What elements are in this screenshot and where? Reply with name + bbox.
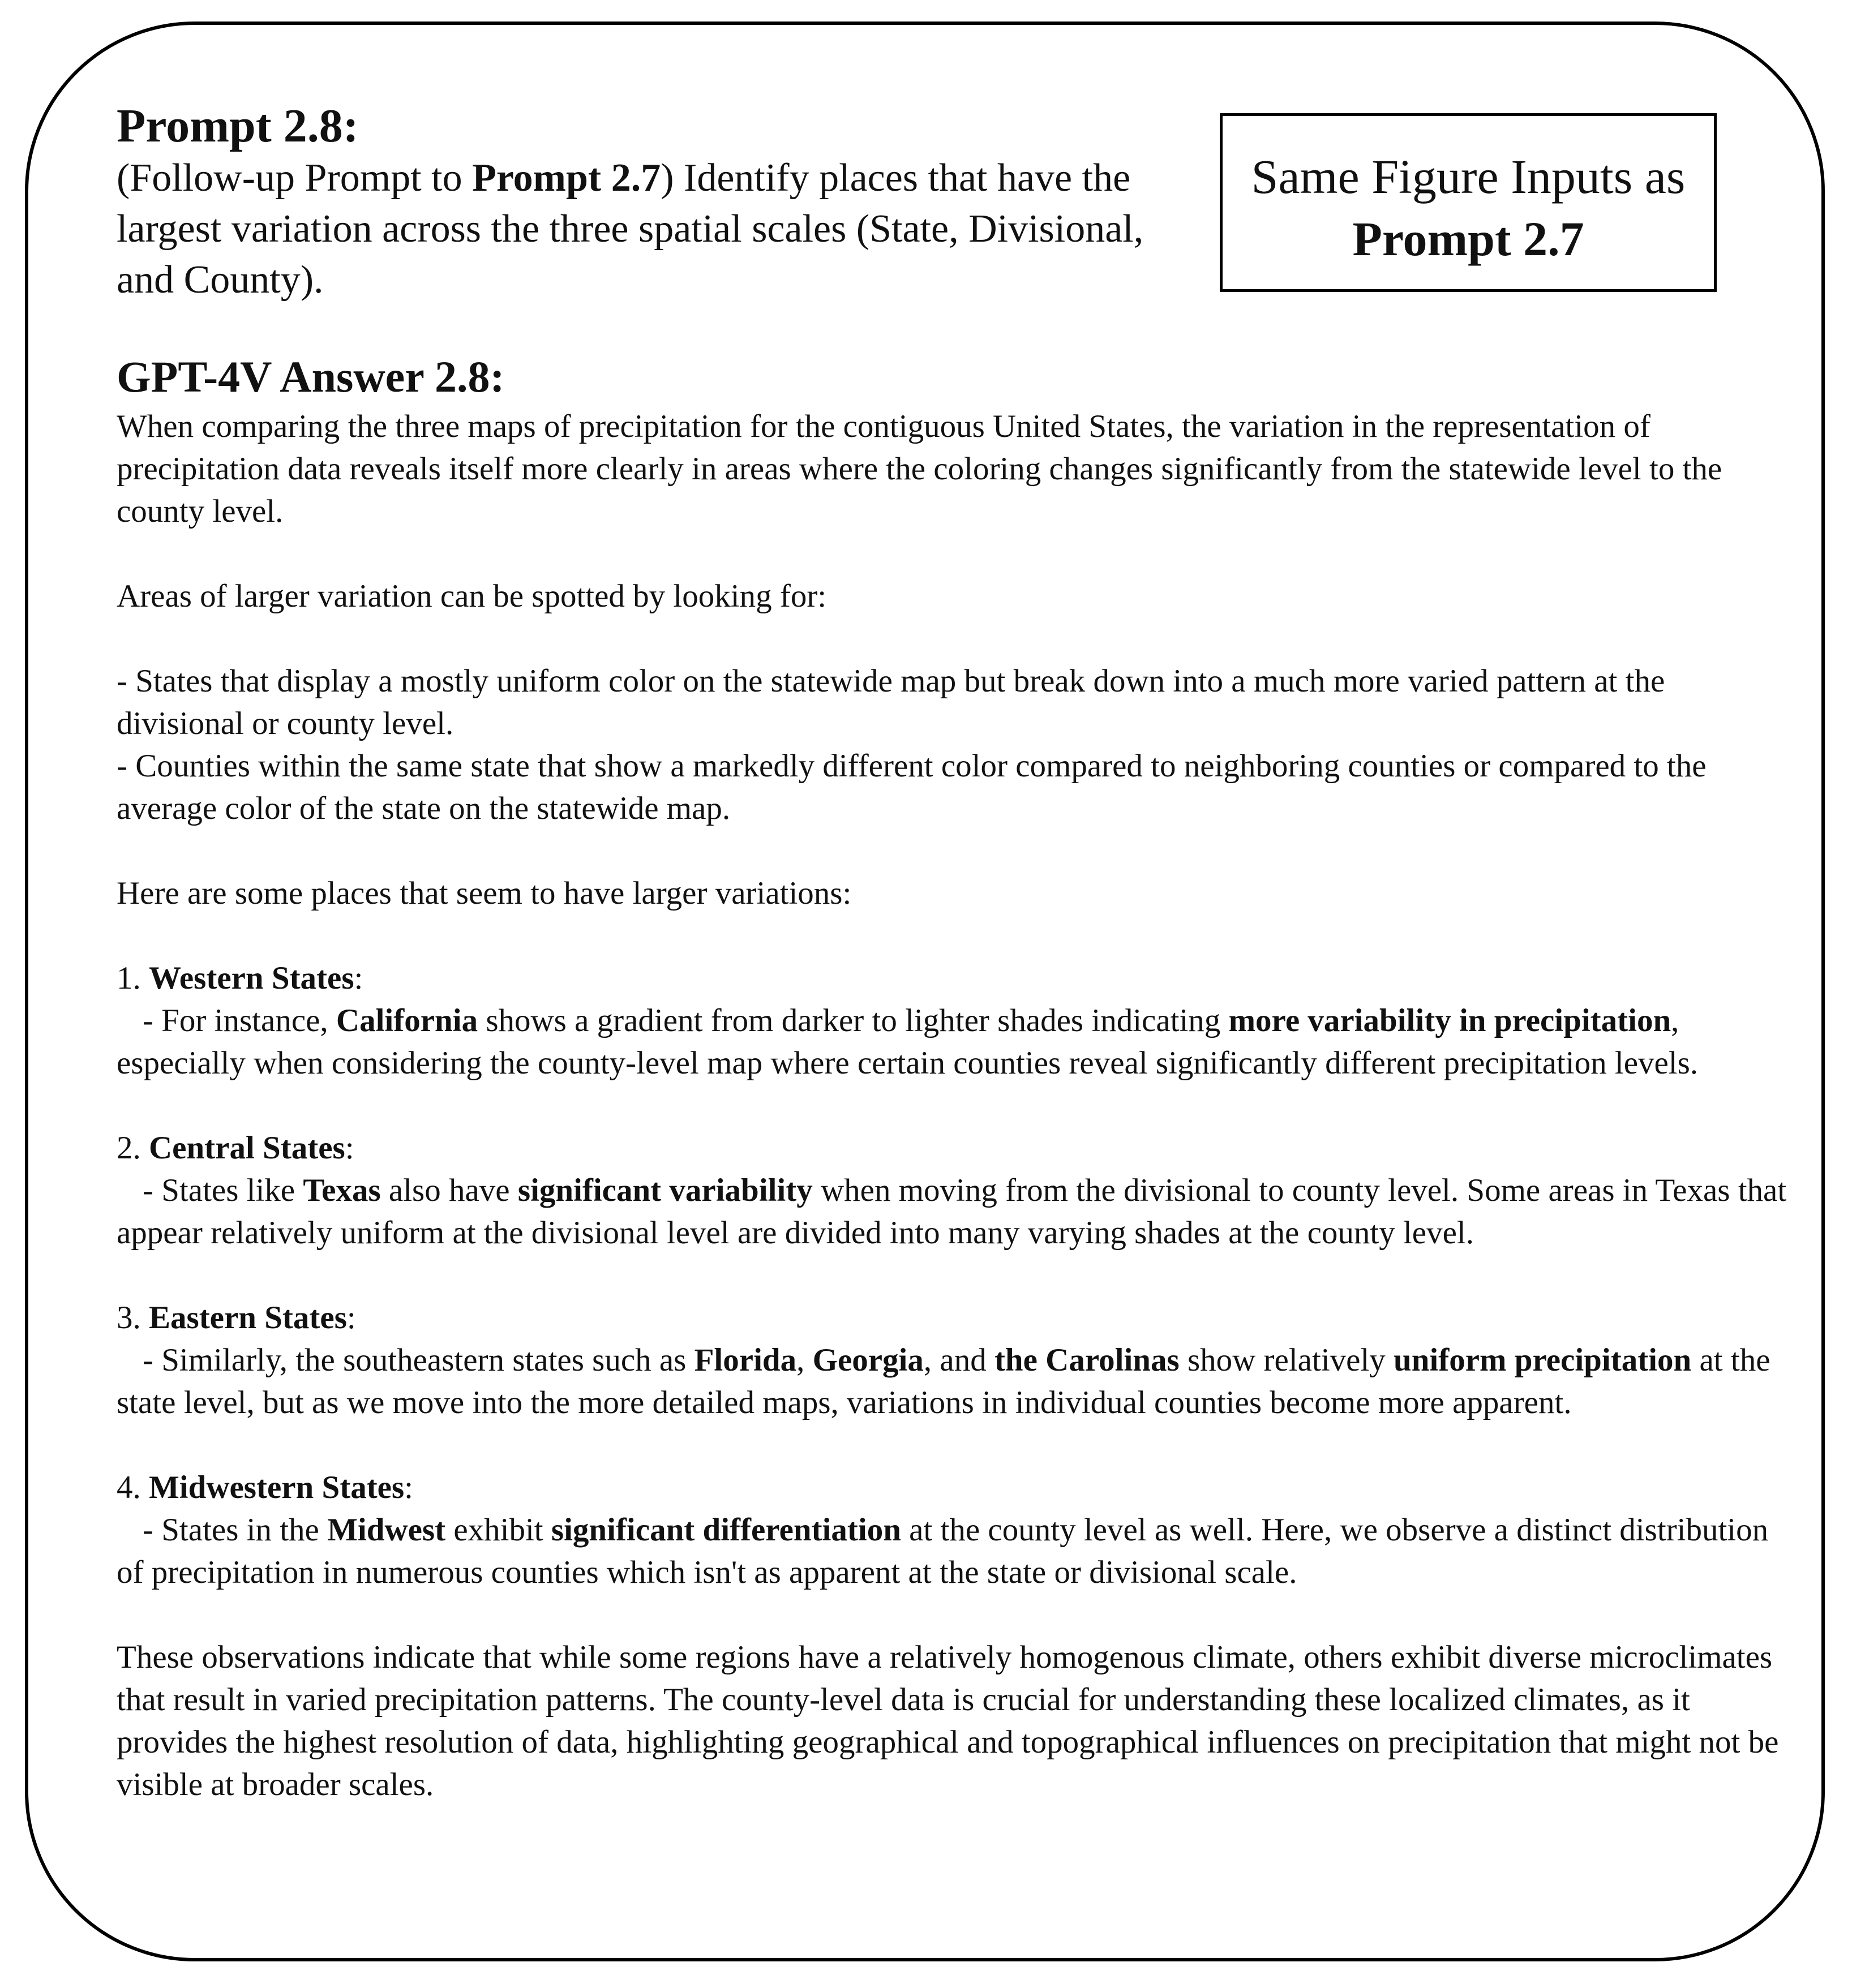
region-heading: 1. Western States: — [117, 960, 363, 996]
prompt-ref: Prompt 2.7 — [472, 156, 661, 200]
region-item-central — [117, 1127, 1798, 1254]
answer-conclusion: These observations indicate that while some regions have a relatively homogenous climate, others exhibit diverse microclimates that result in varied precipitation patterns. The county-level data is crucial for understanding these localized climates, as it provides the highest resolution of data, highlighting geographical and topographical influences on precipitation that might not be visible at broader scales. — [117, 1639, 1779, 1802]
criteria-item: - States that display a mostly uniform color on the statewide map but break down into a much more varied pattern at the divisional or county level. — [117, 663, 1665, 741]
answer-title: GPT-4V Answer 2.8: — [117, 352, 505, 401]
region-heading: 4. Midwestern States: — [117, 1470, 414, 1505]
prompt-text — [117, 153, 1192, 306]
prompt-text-suffix: ) Identify places that have the largest variation across the three spatial scales (State, Divisional, and County). — [117, 156, 1144, 302]
figure-box-ref: Prompt 2.7 — [1352, 212, 1584, 266]
region-detail: - States like Texas also have significant variability when moving from the divisional to county level. Some areas in Texas that appear relatively uniform at the divisional level are divided into many varying shades at the county level. — [117, 1173, 1787, 1251]
prompt-text-prefix: (Follow-up Prompt to — [117, 156, 473, 200]
figure-box-line1: Same Figure Inputs as — [1251, 149, 1686, 204]
region-item-western — [117, 957, 1798, 1084]
places-intro: Here are some places that seem to have larger variations: — [117, 875, 852, 911]
region-item-midwestern — [117, 1466, 1798, 1594]
answer-body — [117, 405, 1798, 1848]
answer-intro: When comparing the three maps of precipitation for the contiguous United States, the variation in the representation of precipitation data reveals itself more clearly in areas where the coloring changes significantly from the statewide level to the county level. — [117, 409, 1722, 529]
region-heading: 2. Central States: — [117, 1130, 354, 1166]
answer-lookfor: Areas of larger variation can be spotted by looking for: — [117, 578, 827, 614]
region-item-eastern — [117, 1296, 1798, 1424]
criteria-list — [117, 660, 1798, 830]
prompt-title: Prompt 2.8: — [117, 100, 359, 152]
region-detail: - Similarly, the southeastern states such as Florida, Georgia, and the Carolinas show relatively uniform precipitation at the state level, but as we move into the more detailed maps, variations in individual counties become more apparent. — [117, 1342, 1770, 1420]
region-detail: - For instance, California shows a gradient from darker to lighter shades indicating more variability in precipitation, especially when considering the county-level map where certain counties reveal significantly different precipitation levels. — [117, 1003, 1699, 1081]
figure-inputs-box — [1220, 113, 1717, 292]
region-detail: - States in the Midwest exhibit significant differentiation at the county level as well. Here, we observe a distinct distribution of precipitation in numerous counties which isn't as apparent at the state or divisional scale. — [117, 1512, 1769, 1590]
criteria-item: - Counties within the same state that show a markedly different color compared to neighboring counties or compared to the average color of the state on the statewide map. — [117, 748, 1707, 826]
region-heading: 3. Eastern States: — [117, 1300, 356, 1336]
